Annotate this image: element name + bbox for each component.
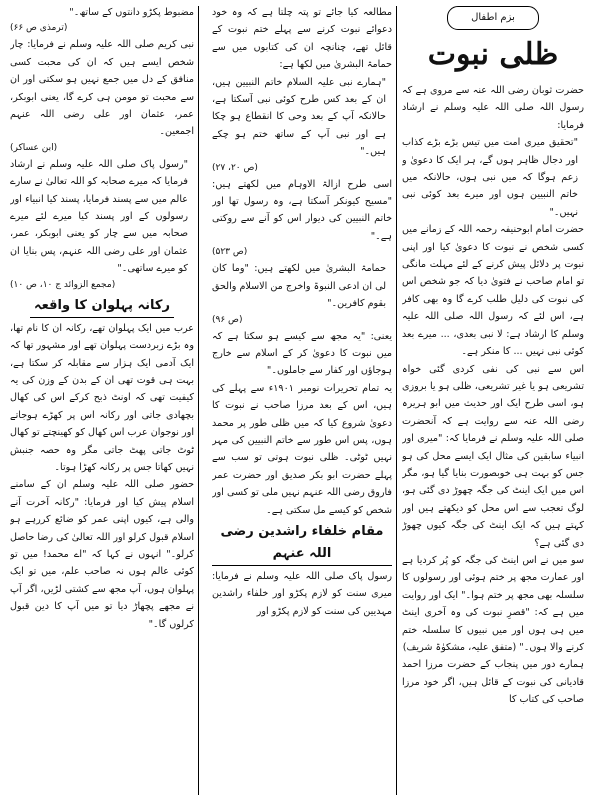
quote: "رسول پاک صلی اللہ علیہ وسلم نے ارشاد فرمایا کہ میرے صحابہ کو اللہ تعالیٰ نے سارے عالم میں سے پسند فرمایا، پسند کیا انبیاء اور رسولوں کے اور پسند کیا میرے لئے میرے صحابہ میں سے چار کو یعنی ابوبکر، عمر، عثمان اور علی رضی اللہ عنہم، پس بنایا ان کو میرے ساتھی۔" [10, 158, 188, 275]
paragraph: حضرت ثوبان رضی اللہ عنہ سے مروی ہے کہ رسول اللہ صلی اللہ علیہ وسلم نے ارشاد فرمایا: [402, 85, 584, 131]
reference: (ص ۹۶) [212, 314, 243, 325]
section-badge: بزم اطفال [447, 6, 539, 30]
quote: "ہمارے نبی علیہ السلام خاتم النبیین ہیں، ان کے بعد کس طرح کوئی نبی آسکتا ہے، حالانکہ آپ کے بعد وحی کا انقطاع ہو چکا ہے اور نبی آپ کے ساتھ ختم ہو چکے ہیں۔" [212, 76, 386, 158]
column-left [10, 4, 194, 797]
paragraph: یعنی: "یہ مجھ سے کیسے ہو سکتا ہے کہ میں نبوت کا دعویٰ کر کے اسلام سے خارج ہوجاؤں اور کفار سے جاملوں۔" [212, 330, 392, 377]
paragraph: عرب میں ایک پہلوان تھے، رکانہ ان کا نام تھا، وہ بڑے زبردست پہلوان تھے اور مشہور تھا کہ ایک آدمی ایک ہزار سے مقابلہ کر سکتا ہے، بہت ہی قوت تھی ان کے بدن کے وزن کی یہ کیفیت تھی کہ اونٹ ذبح کرکے اس کی کھال بچھادی جاتی اور رکانہ اس پر کھڑے ہوجاتے اور نوجوان عرب اس کھال کو کھینچتے تو کھال ٹوٹ جاتی پھٹ جاتی مگر وہ حصہ جنبش نہیں کھاتا جس پر رکانہ کھڑا ہوتا۔ [10, 322, 194, 473]
subheading [10, 295, 194, 318]
column-divider [198, 6, 199, 795]
reference: (ص ۲۰، ۲۷) [212, 162, 258, 173]
arabic-quote: حمامۃ البشریٰ میں لکھتے ہیں: "وما کان لی ان ادعی النبوۃ واخرج من الاسلام والحق بقوم کافرین۔" [212, 263, 386, 310]
article-title: ظلی نبوت [427, 37, 559, 72]
paragraph: سو میں نے اس اینٹ کی جگہ کو پُر کردیا ہے اور عمارت مجھ پر ختم ہوئی اور رسولوں کا سلسلہ بھی مجھ پر ختم ہوا۔" ایک اور روایت میں ہے کہ: "قصرِ نبوت کی وہ آخری اینٹ میں ہی ہوں اور میں نبیوں کا سلسلہ ختم کرنے والا ہوں۔" (متفق علیہ، مشکوٰۃ شریف) [402, 554, 584, 653]
reference: (ترمذی ص ۶۶) [10, 23, 68, 34]
reference: (ص ۵۲۳) [212, 247, 248, 258]
hadith-quote: "تحقیق میری امت میں تیس بڑے بڑے کذاب اور دجال ظاہر ہوں گے، ہر ایک کا دعویٰ و زعم ہوگا کہ میں نبی ہوں، حالانکہ میں خاتم النبیین ہوں اور میرے بعد کوئی نبی نہیں۔" [402, 137, 578, 218]
subheading-text: رکانہ پہلوان کا واقعہ [30, 295, 174, 318]
subheading-text: مقام خلفاء راشدین رضی اللہ عنہم [212, 521, 392, 566]
paragraph: مطالعہ کیا جائے تو پتہ چلتا ہے کہ وہ خود دعوائے نبوت کرنے سے پہلے ختم نبوت کے قائل تھے، چنانچہ ان کی کتابوں میں سے حمامۃ البشریٰ میں لکھا ہے: [212, 7, 392, 71]
paragraph: مضبوط پکڑو دانتوں کے ساتھ۔" [69, 7, 194, 18]
paragraph: رسول پاک صلی اللہ علیہ وسلم نے فرمایا: میری سنت کو لازم پکڑو اور خلفاء راشدین مہدیین کی سنت کو لازم پکڑو اور [212, 570, 392, 617]
paragraph: یہ تمام تحریرات نومبر ۱۹۰۱ء سے پہلے کی ہیں، اس کے بعد مرزا صاحب نے نبوت کا دعویٰ شروع کیا کہ میں ظلی طور پر محمد ہوں، پس اس طور سے خاتم النبیین کی مہر نہیں ٹوٹی۔ ظلی نبوت ہوتی تو سب سے پہلے حضرت ابو بکر صدیق اور حضرت عمر فاروق رضی اللہ عنہم نہیں ملی تو کسی اور شخص کو کیسے مل سکتی ہے۔ [212, 382, 392, 516]
paragraph: حضرت امام ابوحنیفہ رحمہ اللہ کے زمانے میں کسی شخص نے نبوت کا دعویٰ کیا اور اپنی نبوت پر دلائل پیش کرنے کے لئے مہلت مانگی تو امام صاحب نے فتویٰ دیا کہ جو شخص اس کی نبوت کی دلیل طلب کرے گا وہ بھی کافر ہے، اس لئے کہ رسول اللہ صلی اللہ علیہ وسلم کا ارشاد ہے: لا نبی بعدی، ... میرے بعد کوئی نبی نہیں ... کا منکر ہے۔ [402, 224, 584, 358]
column-middle [212, 4, 392, 797]
paragraph: نبی کریم صلی اللہ علیہ وسلم نے فرمایا: چار شخص ایسے ہیں کہ ان کی محبت کسی منافق کے دل میں جمع نہیں ہو سکتی اور ان سے محبت تو مومن ہی کرے گا، یعنی ابوبکر، عمر، عثمان اور علی رضی اللہ عنہم اجمعین۔ [10, 39, 194, 138]
paragraph: اس سے نبی کی نفی کردی گئی خواہ تشریعی ہو یا غیر تشریعی، ظلی ہو یا بروزی ہو، اسی طرح ایک اور حدیث میں ابو ہریرہ رضی اللہ عنہ سے روایت ہے کہ آنحضرت صلی اللہ علیہ وسلم نے فرمایا کہ: "میری اور انبیاء سابقین کی مثال ایک ایسے محل کی ہو جس کو بہت ہی خوبصورت بنایا گیا ہو، مگر اس میں ایک اینٹ کی جگہ چھوڑ دی گئی ہو، لوگ تعجب سے اس محل کو دیکھتے ہیں اور کہتے ہیں کہ ایک اینٹ کی جگہ کیوں چھوڑ دی گئی ہے؟ [402, 363, 584, 549]
paragraph: اسی طرح ازالۃ الاوہام میں لکھتے ہیں: "مسیح کیونکر آسکتا ہے، وہ رسول تھا اور خاتم النبیین کی دیوار اس کو آنے سے روکتی ہے۔" [212, 178, 392, 242]
column-right [402, 4, 584, 797]
reference: (ابن عساکر) [10, 142, 58, 153]
subheading [212, 521, 392, 566]
paragraph: ہمارے دور میں پنجاب کے حضرت مرزا احمد قادیانی کی نبوت کے قائل ہیں، اگر خود مرزا صاحب کی کتاب کا [402, 659, 584, 706]
paragraph: حضور صلی اللہ علیہ وسلم ان کے سامنے اسلام پیش کیا اور فرمایا: "رکانہ آخرت آنے والی ہے، کیوں اپنی عمر کو ضائع کررہے ہو اسلام قبول کرلو اور اللہ تعالیٰ کی رضا حاصل کرلو۔" انہوں نے کہا کہ "اے محمد! میں تو کوئی عالم ہوں نہ صاحب علم، میں تو ایک پہلوان ہوں، آپ مجھ سے کشتی لڑیں، اگر آپ نے مجھے پچھاڑ دیا تو میں آپ کا دین قبول کرلوں گا۔" [10, 479, 194, 630]
column-divider [396, 6, 397, 795]
reference: (مجمع الزوائد ج ۱۰، ص ۱۰) [10, 279, 116, 290]
